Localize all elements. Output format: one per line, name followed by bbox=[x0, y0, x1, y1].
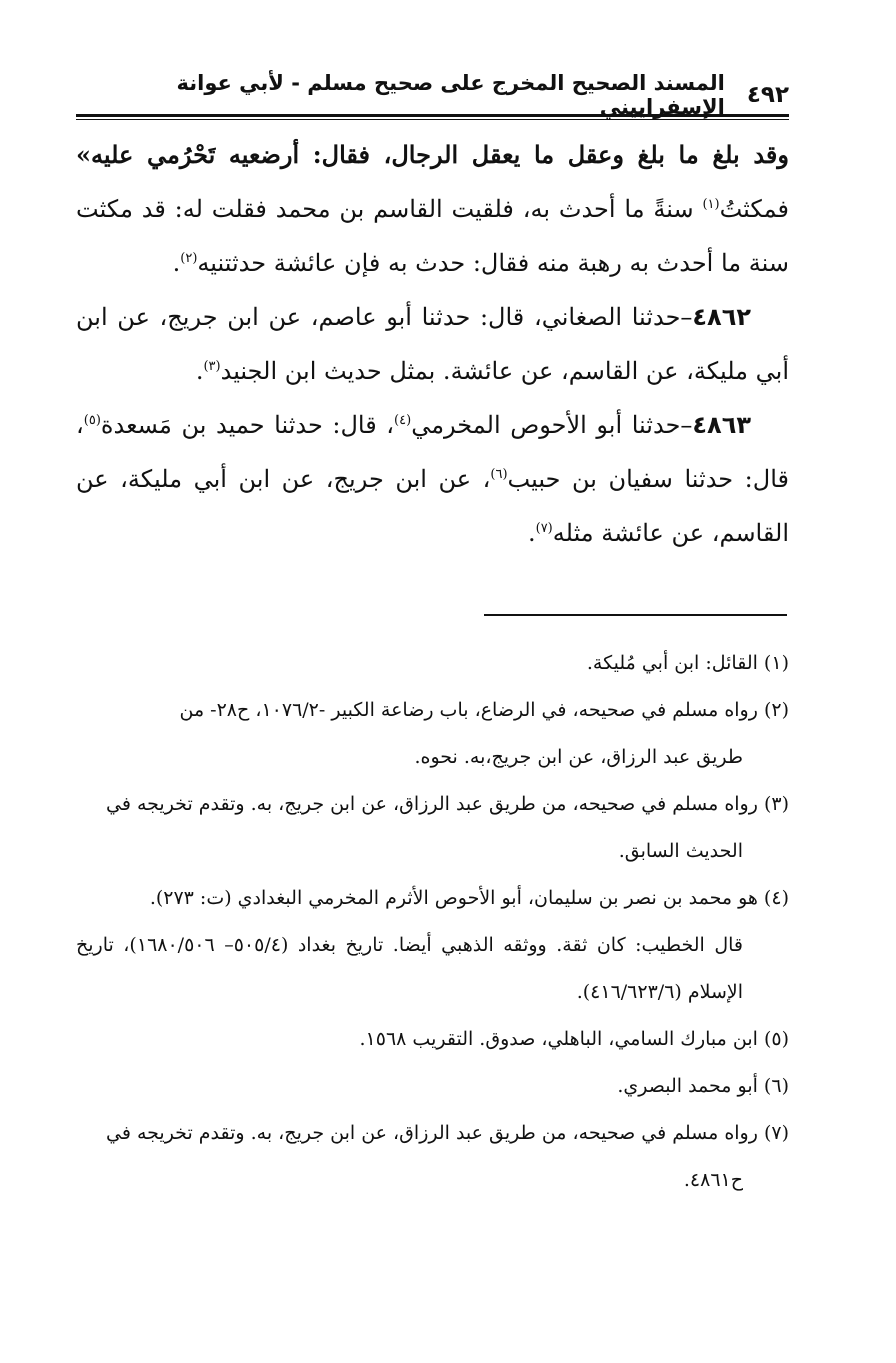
footnote-2 bbox=[76, 687, 789, 781]
paragraph-continuation bbox=[76, 128, 789, 290]
footnote-6 bbox=[76, 1063, 789, 1110]
hadith-matn-bold: وقد بلغ ما بلغ وعقل ما يعقل الرجال، فقال: أرضعيه تَحْرُمي عليه» bbox=[76, 140, 789, 169]
header-rule bbox=[76, 114, 789, 117]
text-run: فمكثتُ bbox=[719, 195, 789, 223]
hadith-number: ٤٨٦٣ bbox=[692, 411, 751, 439]
header-rule-thin bbox=[76, 119, 789, 120]
footnote-continuation: قال الخطيب: كان ثقة. ووثقه الذهبي أيضا. تاريخ بغداد (٥٠٥/٤– ١٦٨٠/٥٠٦)، تاريخ الإسلام (٤١٦/٦٢٣/٦). bbox=[76, 934, 744, 1003]
book-title: المسند الصحيح المخرج على صحيح مسلم - لأبي عوانة الإسفراييني bbox=[176, 71, 725, 119]
footnote-line: (١) القائل: ابن أبي مُليكة. bbox=[586, 652, 789, 674]
footnote-continuation: الحديث السابق. bbox=[618, 840, 743, 862]
main-text bbox=[76, 128, 789, 560]
footnote-ref: (١) bbox=[702, 197, 720, 212]
text-run: . bbox=[195, 357, 204, 385]
page-number: ٤٩٢ bbox=[746, 82, 789, 108]
footnotes bbox=[76, 640, 789, 1204]
footnote-ref: (٤) bbox=[394, 413, 412, 428]
footnote-line: (٧) رواه مسلم في صحيحه، من طريق عبد الرزاق، عن ابن جريج، به. وتقدم تخريجه في bbox=[106, 1122, 789, 1144]
footnote-ref: (٦) bbox=[490, 467, 508, 482]
hadith-4862 bbox=[76, 290, 789, 398]
text-run: . bbox=[527, 519, 536, 547]
text-run: –حدثنا الصغاني، قال: حدثنا أبو عاصم، عن ابن جريج، عن ابن أبي مليكة، عن القاسم، عن عائشة. بمثل حديث ابن الجنيد bbox=[76, 303, 789, 385]
footnote-line: (٥) ابن مبارك السامي، الباهلي، صدوق. التقريب ١٥٦٨. bbox=[359, 1028, 789, 1050]
footnote-line: (٣) رواه مسلم في صحيحه، من طريق عبد الرزاق، عن ابن جريج، به. وتقدم تخريجه في bbox=[106, 793, 789, 815]
footnote-ref: (٢) bbox=[180, 251, 198, 266]
hadith-number: ٤٨٦٢ bbox=[692, 303, 751, 331]
footnote-continuation: طريق عبد الرزاق، عن ابن جريج،به. نحوه. bbox=[414, 746, 743, 768]
footnote-line: (٢) رواه مسلم في صحيحه، في الرضاع، باب رضاعة الكبير -١٠٧٦/٢، ح٢٨- من bbox=[179, 699, 789, 721]
running-header bbox=[76, 71, 789, 119]
text-run: سنةً ما أحدث به، فلقيت القاسم بن محمد فقلت له: قد مكثت سنة ما أحدث به رهبة منه فقال: حدث به فإن عائشة حدثتنيه bbox=[76, 195, 789, 277]
footnote-ref: (٧) bbox=[535, 521, 553, 536]
footnote-ref: (٣) bbox=[203, 359, 221, 374]
footnote-4 bbox=[76, 875, 789, 1016]
footnote-1 bbox=[76, 640, 789, 687]
footnote-line: (٦) أبو محمد البصري. bbox=[617, 1075, 789, 1097]
text-run: –حدثنا أبو الأحوص المخرمي bbox=[411, 411, 693, 439]
text-run: ، قال: حدثنا سفيان بن حبيب bbox=[76, 411, 789, 493]
footnote-separator bbox=[484, 614, 787, 616]
footnote-continuation: ح٤٨٦١. bbox=[683, 1169, 743, 1191]
footnote-ref: (٥) bbox=[83, 413, 101, 428]
text-run: ، عن ابن جريج، عن ابن أبي مليكة، عن القاسم، عن عائشة مثله bbox=[76, 465, 789, 547]
footnote-3 bbox=[76, 781, 789, 875]
text-run: . bbox=[172, 249, 181, 277]
footnote-7 bbox=[76, 1110, 789, 1204]
footnote-line: (٤) هو محمد بن نصر بن سليمان، أبو الأحوص الأثرم المخرمي البغدادي (ت: ٢٧٣). bbox=[149, 887, 789, 909]
text-run: ، قال: حدثنا حميد بن مَسعدة bbox=[100, 411, 395, 439]
footnote-5 bbox=[76, 1016, 789, 1063]
hadith-4863 bbox=[76, 398, 789, 560]
